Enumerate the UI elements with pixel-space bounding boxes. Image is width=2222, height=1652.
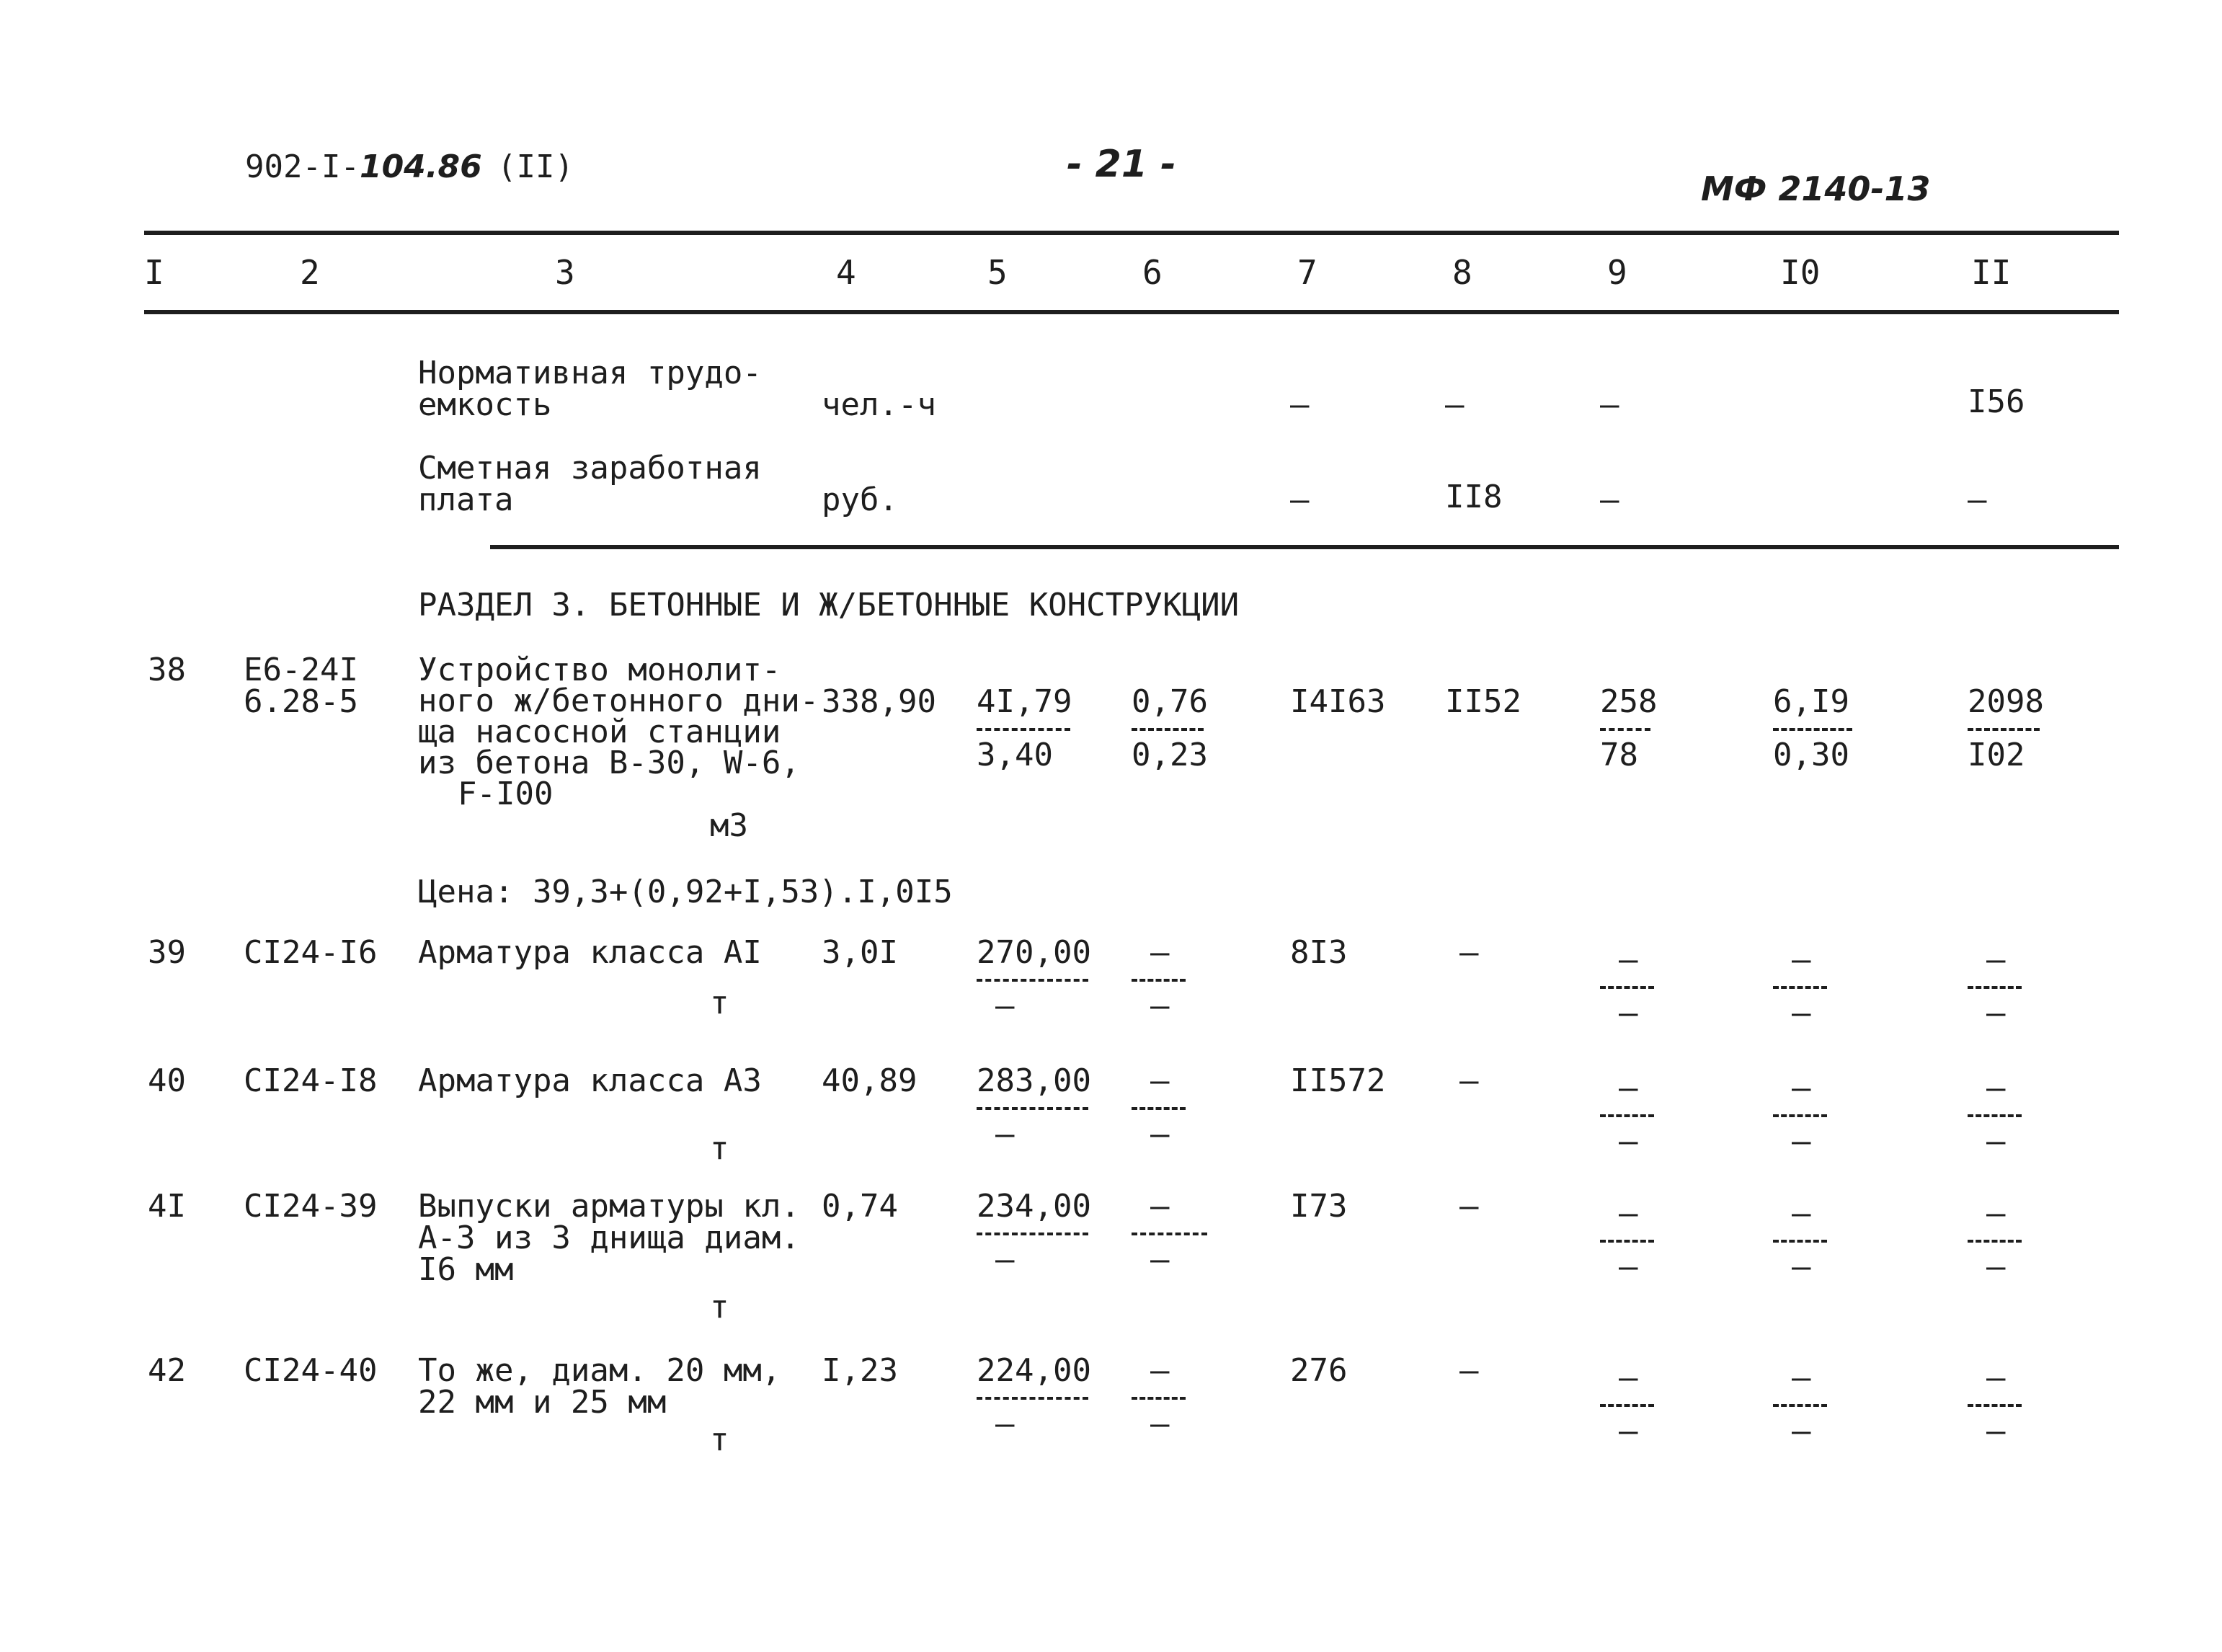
row-40-quantity: 40,89 bbox=[822, 1062, 917, 1099]
column-header-1: I bbox=[144, 253, 164, 292]
row-40-c6: – – bbox=[1132, 1065, 1186, 1150]
row-41-c8: – bbox=[1459, 1188, 1479, 1225]
row-40-number: 40 bbox=[148, 1062, 186, 1099]
summary-labor-c7: – bbox=[1290, 386, 1310, 423]
column-header-8: 8 bbox=[1452, 253, 1472, 292]
summary-labor-c11: I56 bbox=[1968, 383, 2025, 420]
page-number: - 21 - bbox=[1067, 143, 1176, 186]
summary-labor-name: Нормативная трудо- емкость bbox=[418, 355, 762, 423]
table-header-bottom-rule bbox=[144, 310, 2119, 314]
row-38-c11: 2098 I02 bbox=[1968, 683, 2044, 773]
row-42-c9: – – bbox=[1600, 1362, 1654, 1447]
row-39-c5: 270,00 – bbox=[977, 934, 1091, 1024]
row-39-description: Арматура класса АI bbox=[418, 934, 762, 971]
row-38-code: Е6-24I 6.28-5 bbox=[244, 652, 358, 720]
row-38-c6: 0,76 0,23 bbox=[1132, 683, 1208, 773]
summary-wage-c8: II8 bbox=[1445, 479, 1503, 515]
row-39-c10: – – bbox=[1773, 944, 1827, 1029]
column-header-11: II bbox=[1971, 253, 2012, 292]
row-39-number: 39 bbox=[148, 934, 186, 971]
row-38-number: 38 bbox=[148, 652, 186, 688]
summary-wage-c11: – bbox=[1968, 481, 1987, 518]
row-41-c5: 234,00 – bbox=[977, 1188, 1091, 1278]
row-39-c8: – bbox=[1459, 934, 1479, 971]
row-40-code: CI24-I8 bbox=[244, 1062, 378, 1099]
row-39-unit: т bbox=[710, 985, 729, 1021]
row-38-c10: 6,I9 0,30 bbox=[1773, 686, 1852, 771]
row-42-c11: – – bbox=[1968, 1362, 2022, 1447]
row-41-c11: – – bbox=[1968, 1198, 2022, 1283]
column-header-6: 6 bbox=[1142, 253, 1163, 292]
summary-bottom-rule bbox=[490, 545, 2119, 549]
summary-wage-name: Сметная заработная плата bbox=[418, 450, 762, 518]
summary-labor-unit: чел.-ч bbox=[822, 386, 936, 423]
row-38-c9: 258 78 bbox=[1600, 683, 1658, 773]
summary-wage-c9: – bbox=[1600, 481, 1619, 518]
section-title: РАЗДЕЛ 3. БЕТОННЫЕ И Ж/БЕТОННЫЕ КОНСТРУКЦИИ bbox=[418, 587, 1240, 623]
row-41-code: CI24-39 bbox=[244, 1188, 378, 1225]
row-40-c7: II572 bbox=[1290, 1062, 1386, 1099]
summary-wage-c7: – bbox=[1290, 481, 1310, 518]
row-39-code: CI24-I6 bbox=[244, 934, 378, 971]
summary-labor-c8: – bbox=[1445, 386, 1465, 423]
document-code-printed: 902-I- bbox=[245, 148, 360, 185]
table-top-rule bbox=[144, 231, 2119, 235]
row-38-quantity: 338,90 bbox=[822, 683, 936, 720]
row-41-c9: – – bbox=[1600, 1198, 1654, 1283]
summary-wage-unit: руб. bbox=[822, 481, 898, 518]
row-42-description: То же, диам. 20 мм, 22 мм и 25 мм bbox=[418, 1352, 781, 1421]
summary-labor-c9: – bbox=[1600, 386, 1619, 423]
column-header-4: 4 bbox=[836, 253, 856, 292]
row-41-unit: т bbox=[710, 1289, 729, 1325]
row-38-c8: II52 bbox=[1445, 683, 1521, 720]
row-40-description: Арматура класса А3 bbox=[418, 1062, 762, 1099]
row-39-quantity: 3,0I bbox=[822, 934, 898, 971]
row-42-quantity: I,23 bbox=[822, 1352, 898, 1389]
row-39-c11: – – bbox=[1968, 944, 2022, 1029]
row-40-c10: – – bbox=[1773, 1073, 1827, 1158]
row-42-c6: – – bbox=[1132, 1355, 1186, 1440]
column-header-9: 9 bbox=[1607, 253, 1627, 292]
row-41-quantity: 0,74 bbox=[822, 1188, 898, 1225]
row-40-c9: – – bbox=[1600, 1073, 1654, 1158]
row-40-c8: – bbox=[1459, 1062, 1479, 1099]
row-38-c7: I4I63 bbox=[1290, 683, 1386, 720]
row-41-c10: – – bbox=[1773, 1198, 1827, 1283]
row-41-description: Выпуски арматуры кл. А-3 из 3 днища диам. I6 мм bbox=[418, 1188, 800, 1288]
row-39-c7: 8I3 bbox=[1290, 934, 1348, 971]
row-42-number: 42 bbox=[148, 1352, 186, 1389]
column-header-10: I0 bbox=[1780, 253, 1821, 292]
row-38-c5: 4I,79 3,40 bbox=[977, 683, 1072, 773]
row-42-code: CI24-40 bbox=[244, 1352, 378, 1389]
handwritten-stamp: МФ 2140-13 bbox=[1701, 169, 1931, 208]
row-41-number: 4I bbox=[148, 1188, 186, 1225]
row-38-description: Устройство монолит- ного ж/бетонного дни- ща насосной станции из бетона В-30, W-6, F-I00 bbox=[418, 652, 819, 812]
row-38-price-note: Цена: 39,3+(0,92+I,53).I,0I5 bbox=[418, 874, 953, 910]
column-header-2: 2 bbox=[300, 253, 320, 292]
row-41-c7: I73 bbox=[1290, 1188, 1348, 1225]
row-39-c6: – – bbox=[1132, 937, 1186, 1022]
row-42-c10: – – bbox=[1773, 1362, 1827, 1447]
column-header-7: 7 bbox=[1297, 253, 1317, 292]
row-42-unit: т bbox=[710, 1421, 729, 1458]
document-code bbox=[245, 148, 482, 185]
row-40-c5: 283,00 – bbox=[977, 1062, 1091, 1153]
row-38-unit: м3 bbox=[710, 807, 748, 844]
row-42-c5: 224,00 – bbox=[977, 1352, 1091, 1442]
document-code-handwritten: 104.86 bbox=[359, 148, 482, 185]
column-header-5: 5 bbox=[987, 253, 1008, 292]
row-40-unit: т bbox=[710, 1130, 729, 1167]
row-42-c8: – bbox=[1459, 1352, 1479, 1389]
column-header-3: 3 bbox=[555, 253, 575, 292]
document-part: (II) bbox=[497, 148, 574, 185]
row-42-c7: 276 bbox=[1290, 1352, 1348, 1389]
row-40-c11: – – bbox=[1968, 1073, 2022, 1158]
row-39-c9: – – bbox=[1600, 944, 1654, 1029]
row-41-c6: – – bbox=[1132, 1191, 1207, 1276]
